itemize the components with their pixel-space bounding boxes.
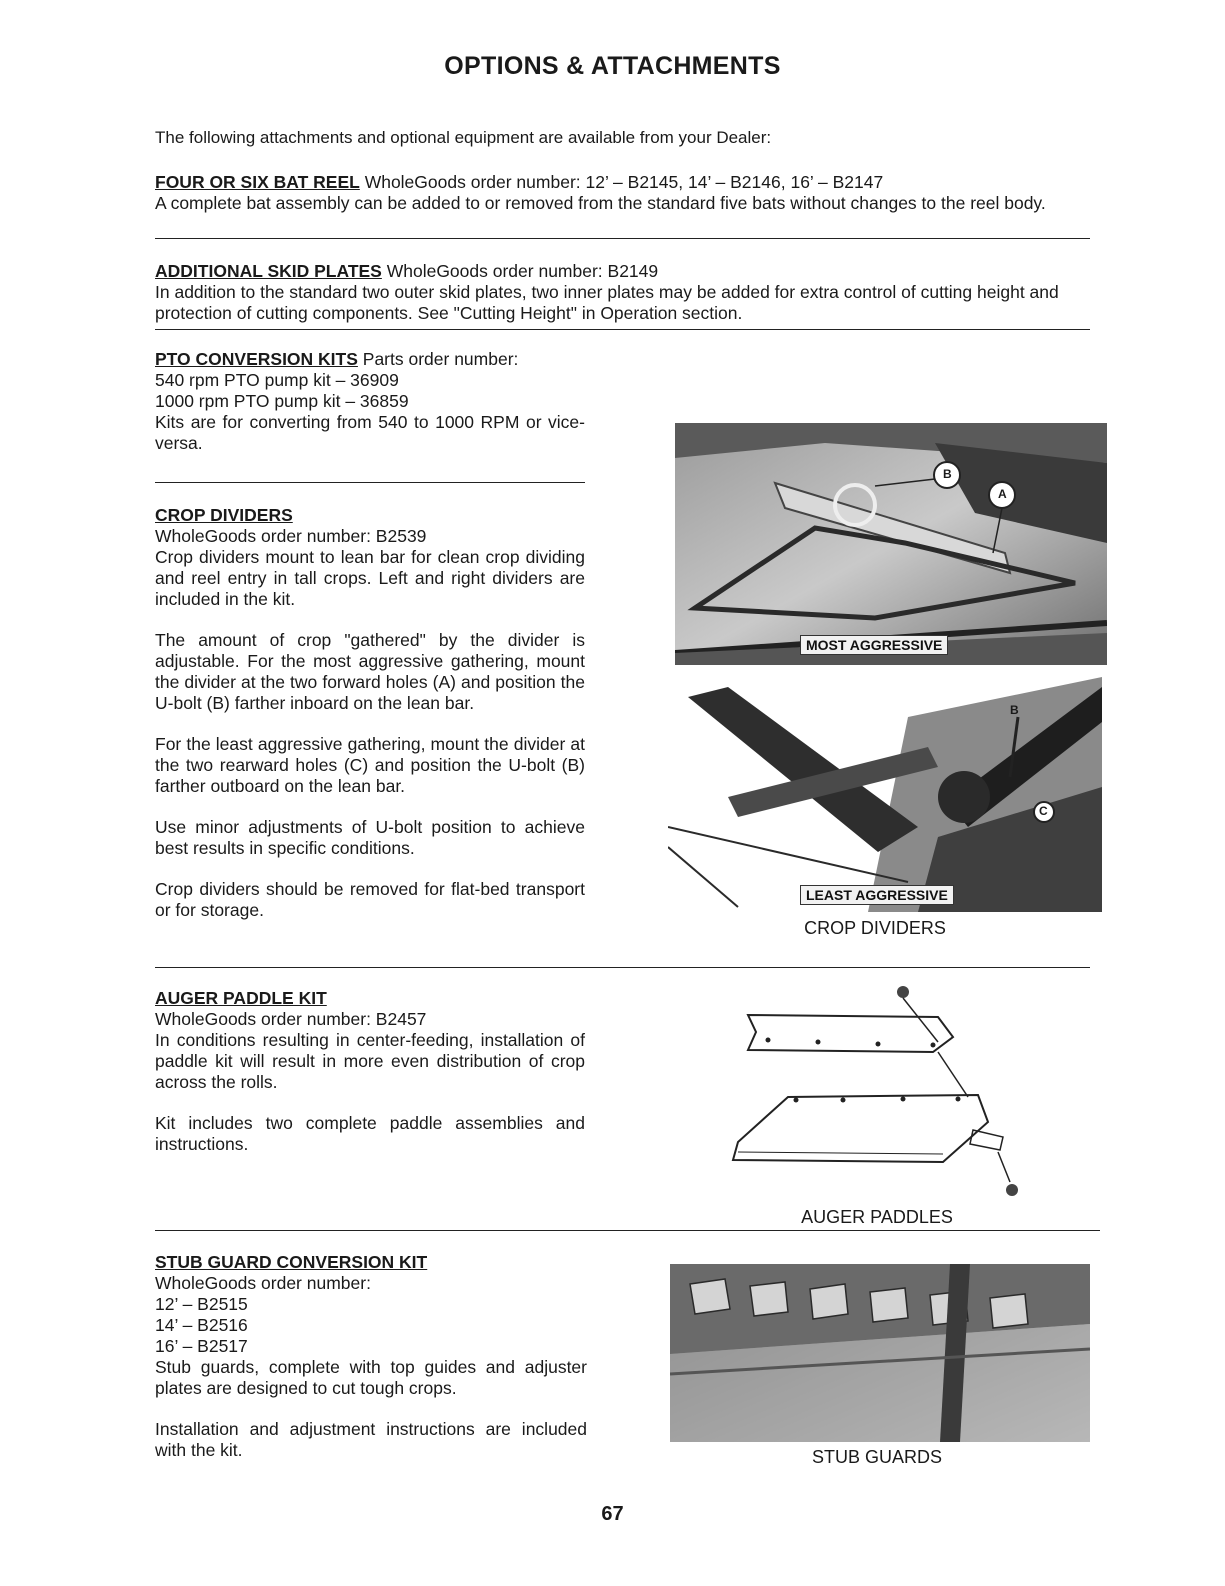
stub-line-12: 12’ – B2515 <box>155 1294 248 1314</box>
callout-b-bottom: B <box>1010 703 1019 717</box>
divider-rule <box>155 238 1090 239</box>
intro-text: The following attachments and optional equipment are available from your Dealer: <box>155 128 772 147</box>
crop-p4: Use minor adjustments of U-bolt position to achieve best results in specific conditions. <box>155 817 585 858</box>
crop-p5: Crop dividers should be removed for flat-bed transport or for storage. <box>155 879 585 920</box>
crop-p1: Crop dividers mount to lean bar for clean crop dividing and reel entry in tall crops. Left and right dividers are included in the kit. <box>155 547 585 609</box>
skid-order: WholeGoods order number: B2149 <box>381 261 659 281</box>
pto-line-540: 540 rpm PTO pump kit – 36909 <box>155 370 399 390</box>
pto-text: Kits are for converting from 540 to 1000 RPM or vice-versa. <box>155 412 585 453</box>
auger-paddles-drawing <box>728 982 1028 1204</box>
callout-c: C <box>1039 804 1048 818</box>
bat-reel-order: WholeGoods order number: 12’ – B2145, 14’ – B2146, 16’ – B2147 <box>359 172 884 192</box>
photo-stub-guards <box>670 1264 1090 1442</box>
crop-heading: CROP DIVIDERS <box>155 505 293 525</box>
section-auger-paddle <box>155 988 585 1155</box>
section-crop-dividers <box>155 505 585 921</box>
callout-a: A <box>998 487 1007 501</box>
stub-p2: Installation and adjustment instructions are included with the kit. <box>155 1419 587 1460</box>
auger-paddles-image <box>728 982 1028 1204</box>
divider-rule <box>155 482 585 483</box>
caption-auger-paddles: AUGER PADDLES <box>801 1207 953 1227</box>
divider-rule <box>155 1230 1100 1231</box>
page-title: OPTIONS & ATTACHMENTS <box>444 52 781 80</box>
crop-p3: For the least aggressive gathering, mount the divider at the two rearward holes (C) and position the U-bolt (B) farther outboard on the lean bar. <box>155 734 585 796</box>
auger-heading: AUGER PADDLE KIT <box>155 988 327 1008</box>
callout-b-top: B <box>943 467 952 481</box>
caption-stub-guards: STUB GUARDS <box>811 1447 943 1467</box>
stub-line-14: 14’ – B2516 <box>155 1315 248 1335</box>
caption-crop-dividers: CROP DIVIDERS <box>804 918 946 938</box>
bat-reel-heading: FOUR OR SIX BAT REEL <box>155 172 360 192</box>
least-aggressive-label: LEAST AGGRESSIVE <box>800 885 954 905</box>
pto-line-1000: 1000 rpm PTO pump kit – 36859 <box>155 391 409 411</box>
divider-photo-top-image <box>675 423 1107 665</box>
most-aggressive-label: MOST AGGRESSIVE <box>800 635 948 655</box>
pto-order: Parts order number: <box>357 349 519 369</box>
skid-heading: ADDITIONAL SKID PLATES <box>155 261 382 281</box>
photo-least-aggressive <box>668 677 1102 912</box>
section-pto <box>155 349 585 454</box>
divider-photo-bottom-image <box>668 677 1102 912</box>
stub-p1: Stub guards, complete with top guides and adjuster plates are designed to cut tough crops. <box>155 1357 587 1398</box>
stub-heading: STUB GUARD CONVERSION KIT <box>155 1252 428 1272</box>
auger-p2: Kit includes two complete paddle assemblies and instructions. <box>155 1113 585 1154</box>
crop-p2: The amount of crop "gathered" by the divider is adjustable. For the most aggressive gathering, mount the divider at the two forward holes (A) and position the U-bolt (B) farther inboard on the lean bar. <box>155 630 585 713</box>
auger-p1: In conditions resulting in center-feeding, installation of paddle kit will result in more even distribution of crop across the rolls. <box>155 1030 585 1092</box>
section-stub-guard <box>155 1252 587 1461</box>
auger-order: WholeGoods order number: B2457 <box>155 1009 427 1029</box>
stub-guards-image <box>670 1264 1090 1442</box>
pto-heading: PTO CONVERSION KITS <box>155 349 358 369</box>
divider-rule <box>155 967 1090 968</box>
stub-order: WholeGoods order number: <box>155 1273 371 1293</box>
page-number: 67 <box>601 1503 624 1525</box>
divider-rule <box>155 329 1090 330</box>
bat-reel-text: A complete bat assembly can be added to or removed from the standard five bats without changes to the reel body. <box>155 193 1046 213</box>
skid-text: In addition to the standard two outer skid plates, two inner plates may be added for extra control of cutting height and protection of cutting components. See "Cutting Height" in Operation section. <box>155 282 1059 323</box>
photo-most-aggressive <box>675 423 1107 665</box>
section-bat-reel <box>155 172 1090 214</box>
section-skid-plates <box>155 261 1090 324</box>
stub-line-16: 16’ – B2517 <box>155 1336 248 1356</box>
crop-order: WholeGoods order number: B2539 <box>155 526 427 546</box>
